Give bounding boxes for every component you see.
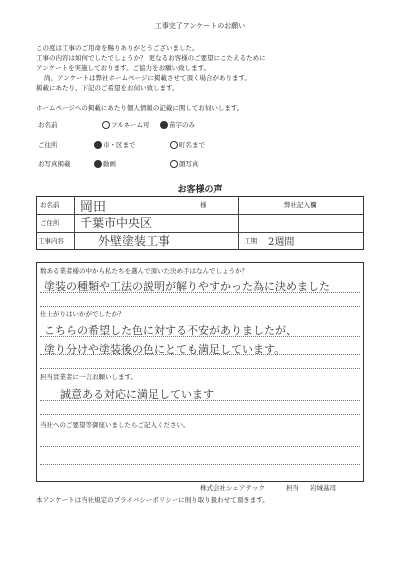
staff-label: 担当 [286, 484, 299, 492]
photo-option-face[interactable]: 顔写真 [170, 160, 199, 169]
period-value: 2週間 [268, 237, 295, 248]
customer-section-title: お客様の声 [177, 185, 223, 195]
answer-line [40, 446, 360, 447]
radio-checked-icon [94, 141, 102, 149]
radio-checked-icon [94, 160, 102, 168]
radio-icon [170, 141, 178, 149]
question-1-label: 数ある業者様の中から私たちを選んで頂いた決め手はなんでしょうか？ [40, 267, 248, 275]
questions-box [36, 262, 364, 482]
customer-name-value: 岡田 [80, 200, 107, 215]
question-2-answer-line-1: こちらの希望した色に対する不安がありましたが、 [44, 324, 297, 337]
period-label: 工期 [244, 237, 257, 245]
question-2-label: 仕上がりはいかがでしたか？ [40, 310, 125, 318]
name-pref-label: お名前 [38, 121, 58, 129]
intro-line-3: アンケートを実施しております。ご協力をお願い致します。 [36, 64, 211, 72]
question-2-answer-line-2: 塗り分けや塗装後の色にとても満足しています。 [44, 343, 286, 356]
radio-icon [102, 121, 110, 129]
company-name: 株式会社シェアテック [200, 484, 265, 492]
honorific: 様 [200, 201, 207, 209]
name-option-surname[interactable]: 苗字のみ [160, 121, 195, 130]
answer-line [40, 414, 360, 415]
office-use-label: 弊社記入欄 [284, 201, 317, 209]
intro-line-5: 掲載にあたり、下記のご希望をお伺い致します。 [36, 84, 179, 92]
address-option-city[interactable]: 市・区まで [94, 141, 136, 150]
name-option-full[interactable]: フルネーム可 [102, 121, 150, 130]
work-content-label: 工事内容 [38, 237, 64, 245]
radio-icon [170, 160, 178, 168]
intro-line-4: 尚、アンケートは弊社ホームページに掲載させて頂く場合があります。 [44, 74, 251, 82]
customer-name-label: お名前 [40, 201, 60, 209]
question-3-answer: 誠意ある対応に満足しています [60, 388, 214, 401]
divider [74, 196, 75, 250]
answer-line [40, 368, 360, 369]
staff-name: 岩城基司 [310, 484, 336, 492]
privacy-heading: ホームページへの掲載にあたり個人情報の記載に関してお伺いします。 [36, 104, 244, 112]
page-title: 工事完了アンケートのお願い [154, 22, 246, 30]
work-content-value: 外壁塗装工事 [98, 234, 171, 248]
customer-address-value: 千葉市中央区 [80, 216, 153, 230]
address-option-town[interactable]: 町名まで [170, 141, 205, 150]
photo-pref-label: お写真掲載 [38, 160, 71, 168]
question-1-answer: 塗装の種類や工法の説明が解りやすかった為に決めました [44, 280, 330, 293]
intro-line-1: この度は工事のご用命を賜りありがとうございました。 [36, 44, 199, 52]
question-3-label: 担当営業者に一言お願いします。 [40, 373, 137, 381]
divider [238, 196, 239, 250]
answer-line [40, 464, 360, 465]
question-4-label: 当社へのご要望等御座いましたらご記入ください。 [40, 421, 190, 429]
radio-checked-icon [160, 121, 168, 129]
intro-line-2: 工事の内容は如何でしたでしょうか？ 更なるお客様のご要望にこたえるために [36, 54, 266, 62]
privacy-notice: 本アンケートは当社規定のプライバシーポリシーに則り取り扱わせて頂きます。 [36, 496, 269, 504]
address-pref-label: ご住所 [38, 141, 58, 149]
photo-option-video[interactable]: 動画 [94, 160, 116, 169]
customer-address-label: ご住所 [40, 219, 60, 227]
answer-line [40, 306, 360, 307]
divider [36, 232, 364, 233]
